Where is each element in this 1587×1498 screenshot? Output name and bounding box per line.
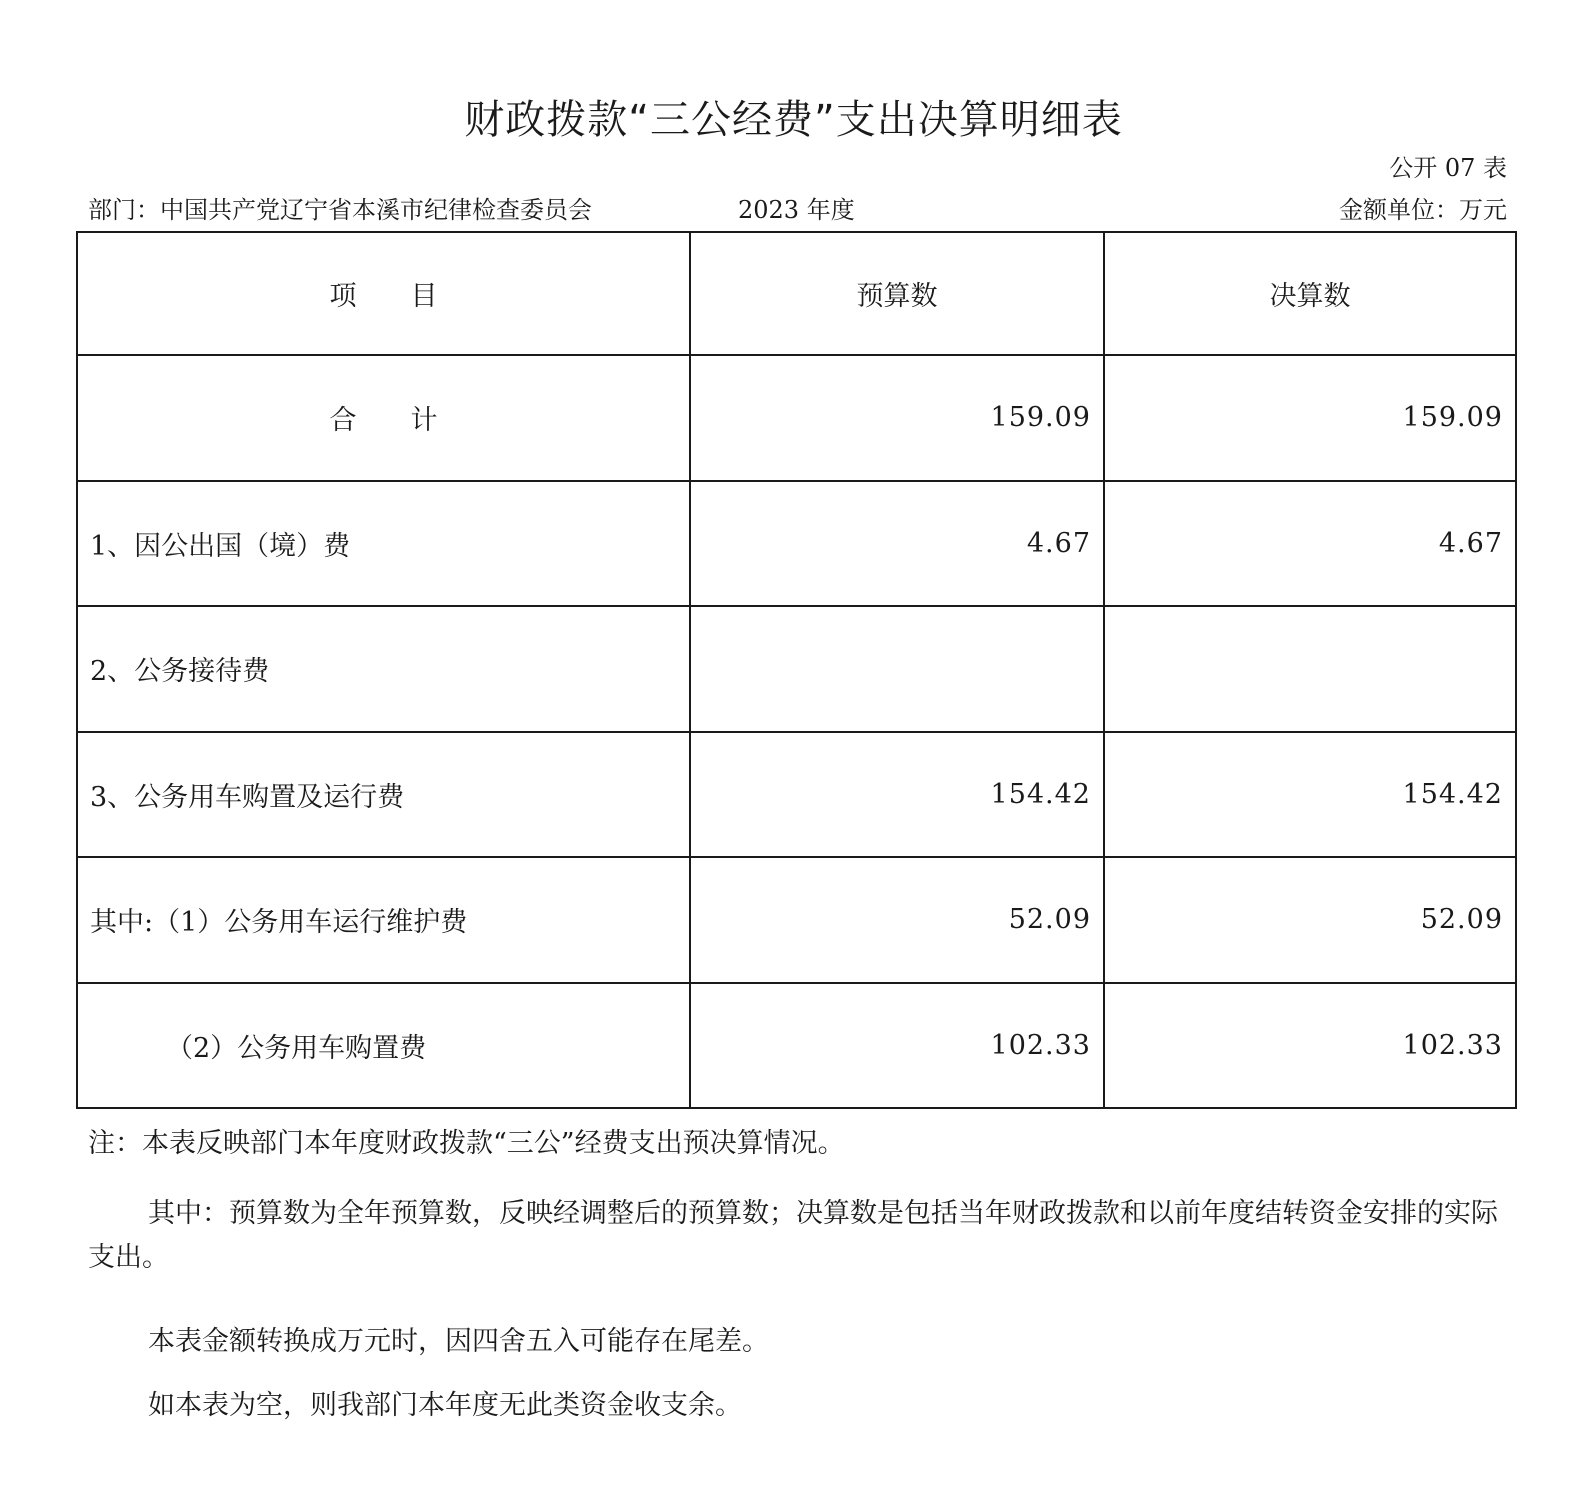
row-budget: 154.42 xyxy=(690,732,1104,858)
row-budget xyxy=(690,606,1104,732)
header-final: 决算数 xyxy=(1104,232,1516,355)
row-budget: 102.33 xyxy=(690,983,1104,1109)
notes-section xyxy=(88,1122,1508,1428)
row-item: 2、公务接待费 xyxy=(77,606,690,732)
row-budget: 159.09 xyxy=(690,355,1104,481)
table-row xyxy=(77,983,1516,1109)
table-row xyxy=(77,732,1516,858)
table-row-total xyxy=(77,355,1516,481)
table-row xyxy=(77,606,1516,732)
row-final: 159.09 xyxy=(1104,355,1516,481)
row-item: （2）公务用车购置费 xyxy=(77,983,690,1109)
table-row xyxy=(77,481,1516,607)
note-3: 本表金额转换成万元时，因四舍五入可能存在尾差。 xyxy=(148,1326,769,1357)
row-item: 1、因公出国（境）费 xyxy=(77,481,690,607)
row-final: 154.42 xyxy=(1104,732,1516,858)
row-final: 4.67 xyxy=(1104,481,1516,607)
row-final: 52.09 xyxy=(1104,857,1516,983)
row-budget: 52.09 xyxy=(690,857,1104,983)
row-item: 3、公务用车购置及运行费 xyxy=(77,732,690,858)
row-item: 其中:（1）公务用车运行维护费 xyxy=(77,857,690,983)
note-4: 如本表为空，则我部门本年度无此类资金收支余。 xyxy=(148,1390,742,1421)
row-budget: 4.67 xyxy=(690,481,1104,607)
header-budget: 预算数 xyxy=(690,232,1104,355)
note-1: 注：本表反映部门本年度财政拨款“三公”经费支出预决算情况。 xyxy=(88,1128,845,1159)
department-label: 部门：中国共产党辽宁省本溪市纪律检查委员会 xyxy=(88,196,592,224)
table-row xyxy=(77,857,1516,983)
row-final xyxy=(1104,606,1516,732)
note-2: 其中：预算数为全年预算数，反映经调整后的预算数；决算数是包括当年财政拨款和以前年度结转资金安排的实际支出。 xyxy=(88,1198,1498,1273)
fiscal-year: 2023 年度 xyxy=(738,196,855,224)
table-header-row xyxy=(77,232,1516,355)
page-title: 财政拨款“三公经费”支出决算明细表 xyxy=(464,97,1123,143)
row-final: 102.33 xyxy=(1104,983,1516,1109)
row-item: 合 计 xyxy=(77,355,690,481)
amount-unit: 金额单位：万元 xyxy=(1339,196,1507,224)
form-number: 公开 07 表 xyxy=(1389,154,1507,182)
header-item: 项 目 xyxy=(77,232,690,355)
expense-table xyxy=(76,231,1517,1109)
